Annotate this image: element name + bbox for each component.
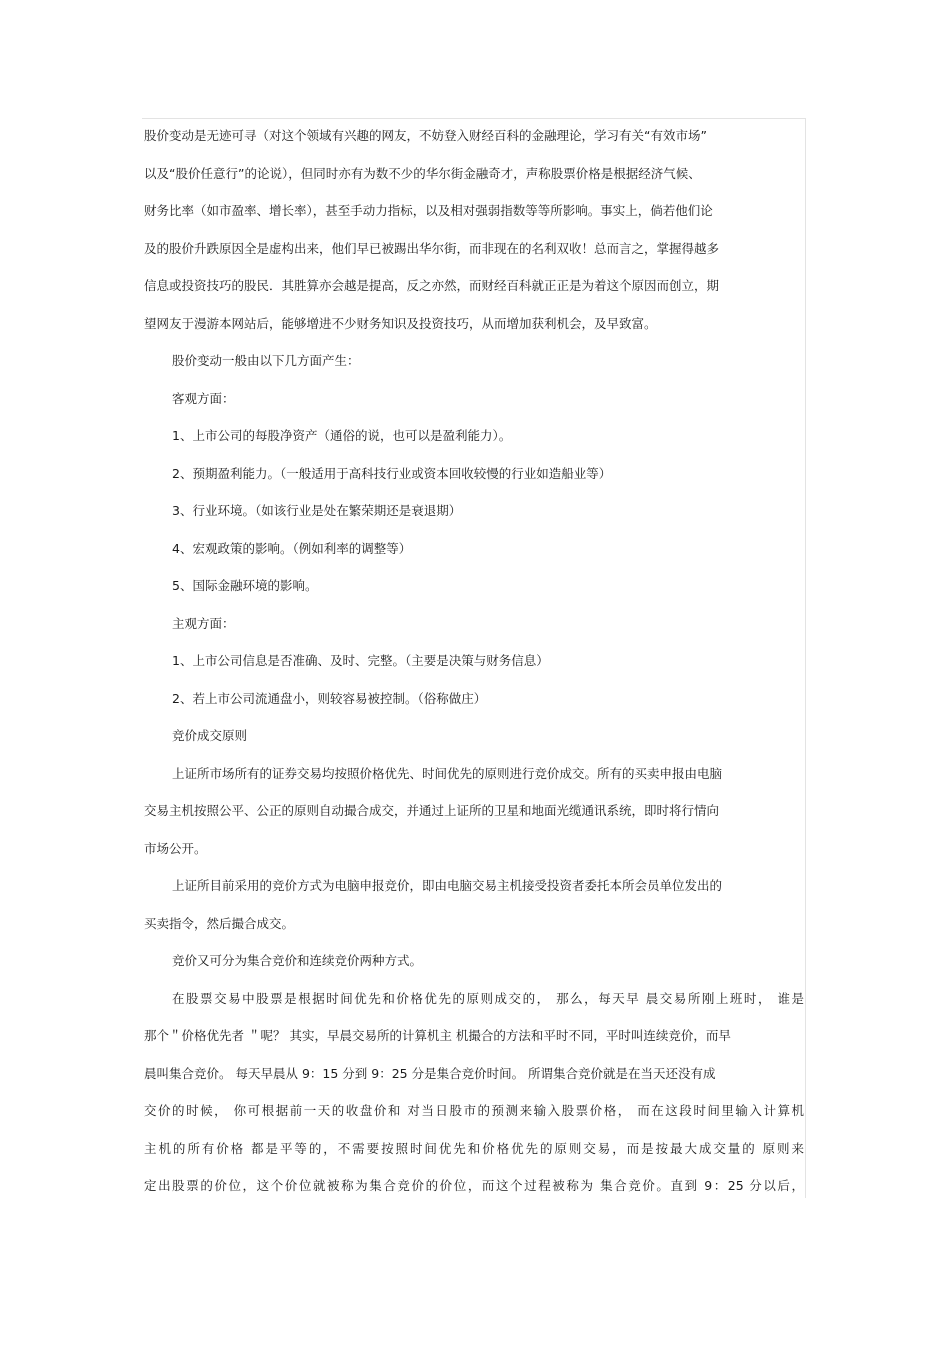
text-line: 在股票交易中股票是根据时间优先和价格优先的原则成交的， 那么，每天早 晨交易所刚上班时， 谁是 (172, 990, 804, 1006)
text-line: 晨叫集合竞价。 每天早晨从 9：15 分到 9：25 分是集合竞价时间。 所谓集合竞价就是在当天还没有成 (144, 1065, 716, 1081)
text-line: 1、上市公司的每股净资产（通俗的说，也可以是盈利能力）。 (172, 428, 512, 443)
text-line: 1、上市公司信息是否准确、及时、完整。（主要是决策与财务信息） (172, 653, 549, 668)
text-line: 望网友于漫游本网站后，能够增进不少财务知识及投资技巧，从而增加获利机会，及早致富。 (144, 315, 657, 331)
text-line: 财务比率（如市盈率、增长率），甚至手动力指标，以及相对强弱指数等等所影响。事实上，倘若他们论 (144, 203, 713, 218)
text-line: 客观方面： (172, 390, 235, 406)
text-line: 交易主机按照公平、公正的原则自动撮合成交，并通过上证所的卫星和地面光缆通讯系统，即时将行情向 (144, 803, 720, 818)
text-line: 及的股价升跌原因全是虚构出来，他们早已被踢出华尔街，而非现在的名利双收！总而言之，掌握得越多 (144, 240, 720, 256)
text-line: 竞价成交原则 (172, 728, 248, 743)
text-line: 买卖指令，然后撮合成交。 (144, 915, 295, 931)
text-line: 2、若上市公司流通盘小，则较容易被控制。（俗称做庄） (172, 690, 487, 706)
text-line: 上证所市场所有的证券交易均按照价格优先、时间优先的原则进行竞价成交。所有的买卖申报由电脑 (172, 765, 723, 781)
text-line: 股价变动是无迹可寻（对这个领域有兴趣的网友，不妨登入财经百科的金融理论，学习有关“有效市场” (144, 128, 707, 143)
text-line: 4、宏观政策的影响。（例如利率的调整等） (172, 540, 412, 556)
document-body (144, 124, 804, 1212)
text-line: 2、预期盈利能力。（一般适用于高科技行业或资本回收较慢的行业如造船业等） (172, 465, 612, 481)
text-line: 定出股票的价位，这个价位就被称为集合竞价的价位，而这个过程被称为 集合竞价。直到 9：25 分以后， (144, 1178, 804, 1193)
text-line: 主观方面： (172, 615, 235, 631)
text-line: 主机的所有价格 都是平等的，不需要按照时间优先和价格优先的原则交易，而是按最大成交量的 原则来 (144, 1140, 804, 1156)
text-line: 以及“股价任意行”的论说），但同时亦有为数不少的华尔街金融奇才，声称股票价格是根据经济气候、 (144, 165, 701, 181)
text-line: 市场公开。 (144, 840, 207, 856)
text-line: 上证所目前采用的竞价方式为电脑申报竞价，即由电脑交易主机接受投资者委托本所会员单位发出的 (172, 878, 723, 893)
text-line: 那个＂价格优先者 ＂呢？ 其实，早晨交易所的计算机主 机撮合的方法和平时不同，平时叫连续竞价，而早 (144, 1028, 731, 1043)
text-line: 交价的时候， 你可根据前一天的收盘价和 对当日股市的预测来输入股票价格， 而在这段时间里输入计算机 (144, 1103, 804, 1118)
text-line: 信息或投资技巧的股民．其胜算亦会越是提高，反之亦然，而财经百科就正正是为着这个原因而创立，期 (144, 278, 720, 293)
text-line: 5、国际金融环境的影响。 (172, 578, 318, 593)
text-line: 股价变动一般由以下几方面产生： (172, 353, 360, 368)
text-line: 3、行业环境。（如该行业是处在繁荣期还是衰退期） (172, 503, 462, 518)
text-line: 竞价又可分为集合竞价和连续竞价两种方式。 (172, 953, 423, 968)
